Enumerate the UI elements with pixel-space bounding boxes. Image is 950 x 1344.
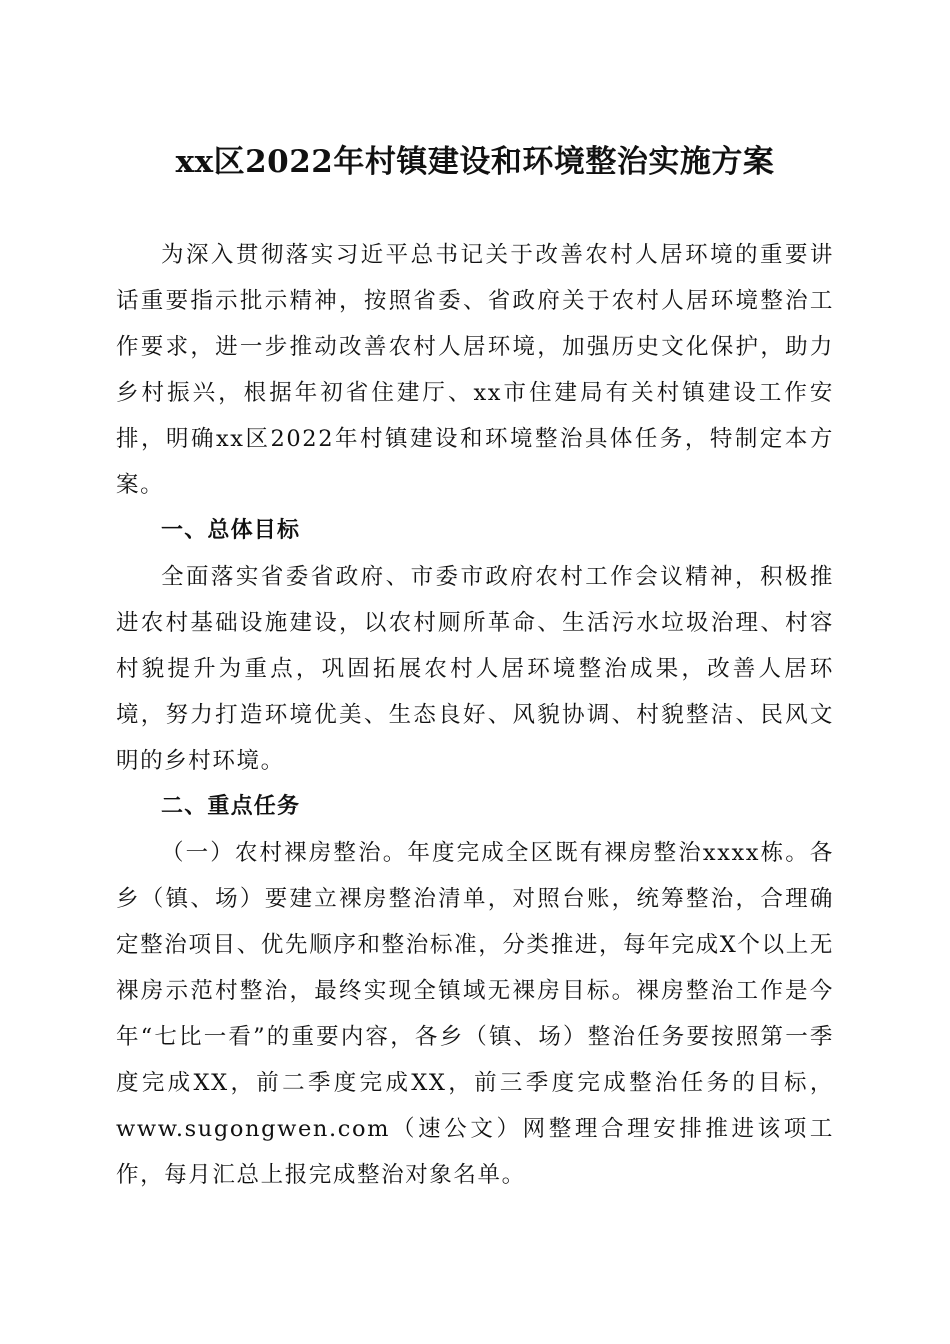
document-title: xx区2022年村镇建设和环境整治实施方案 [175,144,775,180]
overall-goal-paragraph: 全面落实省委省政府、市委市政府农村工作会议精神，积极推进农村基础设施建设，以农村厕所革命、生活污水垃圾治理、村容村貌提升为重点，巩固拓展农村人居环境整治成果，改善人居环境，努力打造环境优美、生态良好、风貌协调、村貌整洁、民风文明的乡村环境。 [116,564,834,774]
document-body [116,232,834,1198]
section-heading-overall-goal: 一、总体目标 [161,518,301,543]
key-task-item-1-paragraph: （一）农村裸房整治。年度完成全区既有裸房整治xxxx栋。各乡（镇、场）要建立裸房整治清单，对照台账，统筹整治，合理确定整治项目、优先顺序和整治标准，分类推进，每年完成X个以上无裸房示范村整治，最终实现全镇域无裸房目标。裸房整治工作是今年“七比一看”的重要内容，各乡（镇、场）整治任务要按照第一季度完成XX，前二季度完成XX，前三季度完成整治任务的目标，www.sugongwen.com（速公文）网整理合理安排推进该项工作，每月汇总上报完成整治对象名单。 [116,840,834,1188]
intro-paragraph: 为深入贯彻落实习近平总书记关于改善农村人居环境的重要讲话重要指示批示精神，按照省委、省政府关于农村人居环境整治工作要求，进一步推动改善农村人居环境，加强历史文化保护，助力乡村振兴，根据年初省住建厅、xx市住建局有关村镇建设工作安排，明确xx区2022年村镇建设和环境整治具体任务，特制定本方案。 [116,242,834,498]
section-heading-key-tasks: 二、重点任务 [161,794,301,819]
